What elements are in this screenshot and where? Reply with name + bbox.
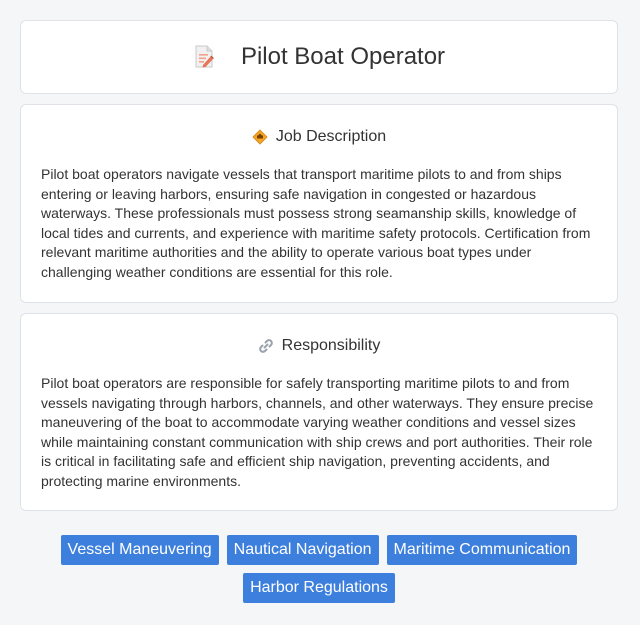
tag-nautical-navigation[interactable]: Nautical Navigation bbox=[227, 535, 379, 565]
responsibility-heading: Responsibility bbox=[281, 337, 381, 354]
link-icon bbox=[258, 338, 274, 354]
responsibility-card bbox=[20, 313, 618, 511]
responsibility-header bbox=[41, 336, 597, 356]
job-description-header bbox=[41, 127, 597, 147]
title-card bbox=[20, 20, 618, 94]
page-title: Pilot Boat Operator bbox=[240, 43, 446, 70]
job-description-text: Pilot boat operators navigate vessels that transport maritime pilots to and from ships entering or leaving harbors, ensuring safe navigation in congested or hazardous waterways. These professionals must possess strong seamanship skills, knowledge of local tides and currents, and experience with maritime safety protocols. Certification from relevant maritime authorities and the ability to operate various boat types under challenging weather conditions are essential for this role. bbox=[41, 166, 591, 280]
responsibility-text: Pilot boat operators are responsible for safely transporting maritime pilots to and from vessels navigating through harbors, channels, and other waterways. They ensure precise maneuvering of the boat to accommodate varying weather conditions and vessel sizes while maintaining constant communication with ship crews and port authorities. Their role is critical in facilitating safe and efficient ship navigation, preventing accidents, and protecting marine environments. bbox=[41, 375, 594, 489]
tag-vessel-maneuvering[interactable]: Vessel Maneuvering bbox=[61, 535, 219, 565]
tag-maritime-communication[interactable]: Maritime Communication bbox=[387, 535, 578, 565]
tag-harbor-regulations[interactable]: Harbor Regulations bbox=[243, 573, 395, 603]
job-description-heading: Job Description bbox=[275, 128, 387, 145]
document-edit-icon bbox=[193, 45, 215, 69]
diamond-sign-icon bbox=[252, 129, 268, 145]
skill-tags bbox=[20, 535, 618, 603]
job-description-card bbox=[20, 104, 618, 303]
